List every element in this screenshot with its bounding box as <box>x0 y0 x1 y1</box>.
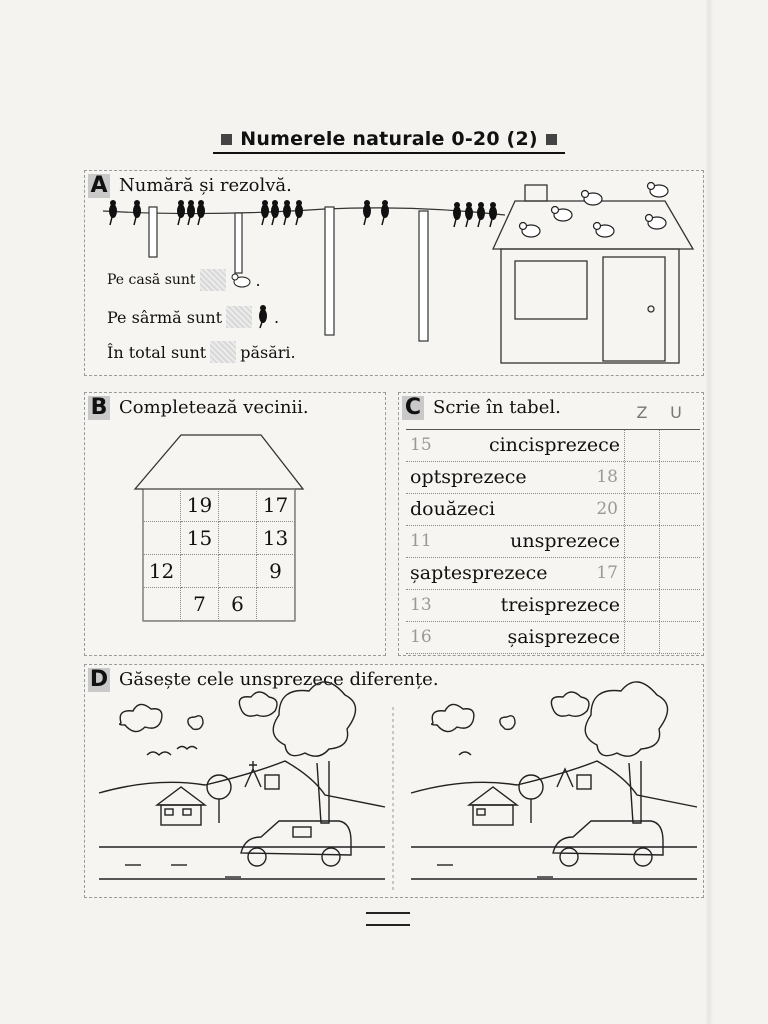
number-digits: 15 <box>410 435 432 455</box>
number-word: șaptesprezece <box>410 562 548 584</box>
house-birds-line <box>107 269 261 291</box>
grid-cell: 12 <box>143 555 181 588</box>
units-cell[interactable] <box>659 462 694 493</box>
number-digits: 11 <box>410 531 432 551</box>
page-number-ornament <box>366 912 410 926</box>
row-text-cell <box>406 558 624 589</box>
wire-birds-suffix: . <box>274 307 280 327</box>
tens-cell[interactable] <box>624 558 659 589</box>
page-edge-shadow <box>705 0 713 1024</box>
tens-cell[interactable] <box>624 462 659 493</box>
wire-birds-line <box>107 305 279 329</box>
number-word: treisprezece <box>500 594 620 616</box>
units-cell[interactable] <box>659 526 694 557</box>
house-birds-suffix: . <box>255 270 261 290</box>
section-b <box>84 392 386 656</box>
number-word: șaisprezece <box>507 626 620 648</box>
total-birds-line <box>107 341 296 363</box>
spot-differences-pictures <box>85 665 703 897</box>
neighbors-grid <box>143 489 295 621</box>
grid-cell[interactable] <box>257 588 295 621</box>
grid-cell[interactable] <box>143 489 181 522</box>
grid-cell: 19 <box>181 489 219 522</box>
units-cell[interactable] <box>659 622 694 653</box>
total-birds-label: În total sunt <box>107 342 207 362</box>
house-drawing <box>493 185 693 363</box>
grid-cell[interactable] <box>219 489 257 522</box>
grid-cell: 7 <box>181 588 219 621</box>
number-words-table <box>406 429 700 654</box>
left-picture <box>99 682 385 879</box>
grid-cell[interactable] <box>143 588 181 621</box>
black-bird-icon <box>256 305 270 329</box>
house-birds-answer-box[interactable] <box>200 269 226 291</box>
grid-cell: 6 <box>219 588 257 621</box>
grid-cell[interactable] <box>219 555 257 588</box>
section-c-instruction: Scrie în tabel. <box>433 397 561 418</box>
grid-cell: 17 <box>257 489 295 522</box>
section-c-letter: C <box>402 396 424 420</box>
wire-birds-label: Pe sârmă sunt <box>107 307 223 327</box>
units-column-header: U <box>670 403 682 422</box>
section-d <box>84 664 704 898</box>
title-square-right <box>546 134 557 145</box>
total-birds-suffix: păsări. <box>240 342 296 362</box>
section-d-letter: D <box>89 667 109 692</box>
section-a <box>84 170 704 376</box>
units-cell[interactable] <box>659 590 694 621</box>
number-digits: 17 <box>596 563 618 583</box>
row-text-cell <box>406 462 624 493</box>
number-word: douăzeci <box>410 498 496 520</box>
table-row <box>406 526 700 558</box>
number-digits: 20 <box>596 499 618 519</box>
right-picture <box>411 682 697 879</box>
house-birds-label: Pe casă sunt <box>107 272 196 288</box>
section-d-instruction: Găsește cele unsprezece diferențe. <box>119 669 439 690</box>
number-word: unsprezece <box>510 530 620 552</box>
row-text-cell <box>406 494 624 525</box>
row-text-cell <box>406 622 624 653</box>
number-digits: 16 <box>410 627 432 647</box>
table-row <box>406 590 700 622</box>
number-word: optsprezece <box>410 466 527 488</box>
section-a-letter: A <box>88 174 110 198</box>
row-text-cell <box>406 430 624 461</box>
tens-cell[interactable] <box>624 590 659 621</box>
number-word: cincisprezece <box>488 434 620 456</box>
number-digits: 18 <box>596 467 618 487</box>
row-text-cell <box>406 590 624 621</box>
grid-cell: 15 <box>181 522 219 555</box>
page-title <box>213 126 565 154</box>
table-row <box>406 622 700 654</box>
table-row <box>406 494 700 526</box>
units-cell[interactable] <box>659 494 694 525</box>
title-text: Numerele naturale 0-20 (2) <box>240 128 538 150</box>
tens-cell[interactable] <box>624 622 659 653</box>
grid-cell: 13 <box>257 522 295 555</box>
table-row <box>406 558 700 590</box>
tens-column-header: Z <box>636 403 648 422</box>
table-row <box>406 429 700 462</box>
wire-line <box>103 208 505 215</box>
wire-birds-answer-box[interactable] <box>226 306 252 328</box>
section-c <box>398 392 704 656</box>
grid-cell[interactable] <box>143 522 181 555</box>
tens-cell[interactable] <box>624 526 659 557</box>
total-birds-answer-box[interactable] <box>210 341 236 363</box>
units-cell[interactable] <box>659 558 694 589</box>
title-square-left <box>221 134 232 145</box>
table-row <box>406 462 700 494</box>
units-cell[interactable] <box>659 430 694 461</box>
number-digits: 13 <box>410 595 432 615</box>
tens-cell[interactable] <box>624 494 659 525</box>
grid-cell[interactable] <box>219 522 257 555</box>
outline-bird-icon <box>230 271 252 289</box>
grid-cell[interactable] <box>181 555 219 588</box>
grid-cell: 9 <box>257 555 295 588</box>
section-b-instruction: Completează vecinii. <box>119 397 309 418</box>
house-birds <box>520 183 669 238</box>
section-a-instruction: Numără și rezolvă. <box>119 175 292 196</box>
section-b-letter: B <box>88 396 110 420</box>
tens-cell[interactable] <box>624 430 659 461</box>
row-text-cell <box>406 526 624 557</box>
